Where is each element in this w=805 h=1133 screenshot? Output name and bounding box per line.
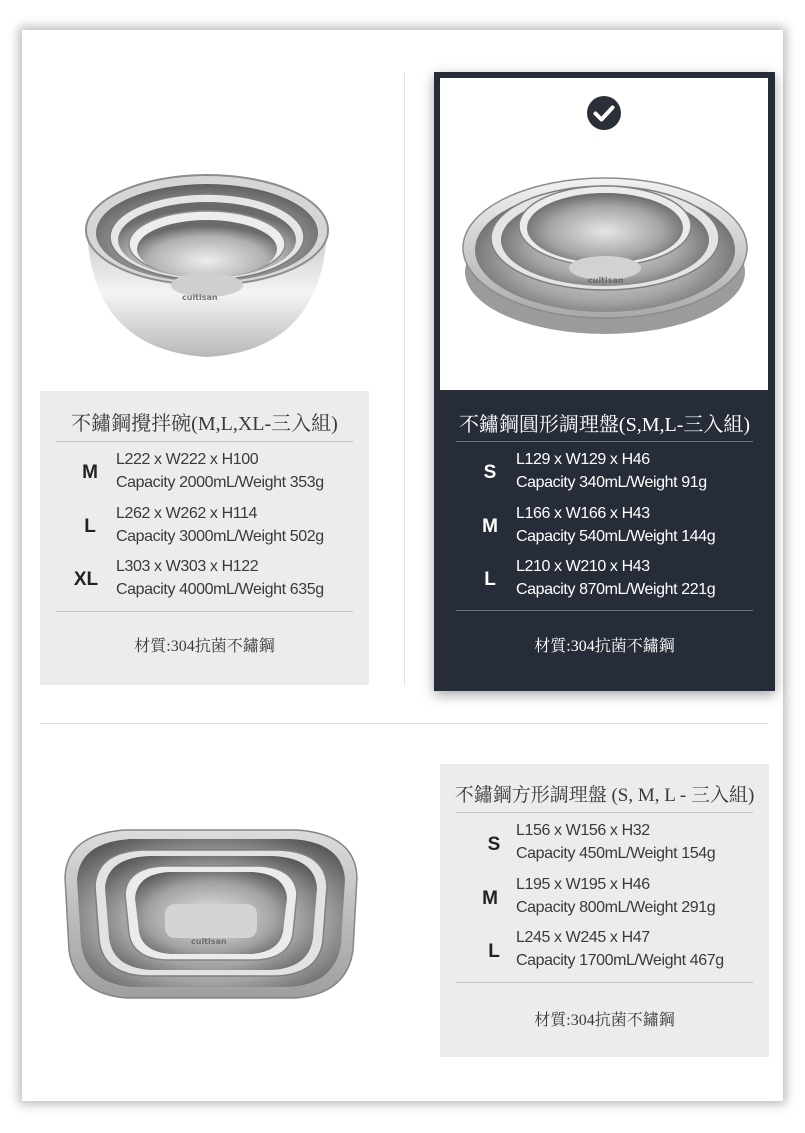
check-circle-icon [586,95,622,131]
size-capacity-weight: Capacity 540mL/Weight 144g [516,528,716,545]
size-capacity-weight: Capacity 340mL/Weight 91g [516,474,707,491]
square-prep-tray-set-image[interactable] [55,822,367,1002]
size-capacity-weight: Capacity 1700mL/Weight 467g [516,952,724,969]
material-divider [456,982,753,983]
size-letter-s: S [487,834,501,855]
size-capacity-weight: Capacity 800mL/Weight 291g [516,899,716,916]
title-divider [456,812,753,813]
size-capacity-weight: Capacity 2000mL/Weight 353g [116,474,324,491]
size-capacity-weight: Capacity 3000mL/Weight 502g [116,528,324,545]
column-divider [404,72,405,686]
size-capacity-weight: Capacity 4000mL/Weight 635g [116,581,324,598]
size-letter-l: L [84,516,96,537]
size-dims: L245 x W245 x H47 [516,929,650,946]
row-divider [40,723,768,724]
size-letter-l: L [484,569,496,590]
round-prep-bowl-spec-card [434,391,775,691]
size-capacity-weight: Capacity 450mL/Weight 154g [516,845,716,862]
square-prep-tray-spec-card [440,764,769,1057]
size-letter-s: S [483,462,497,483]
material-text: 材質:304抗菌不鏽鋼 [534,1012,675,1029]
size-dims: L303 x W303 x H122 [116,558,259,575]
title-divider [456,441,753,442]
size-letter-xl: XL [73,569,99,590]
size-dims: L222 x W222 x H100 [116,451,259,468]
size-dims: L156 x W156 x H32 [516,822,650,839]
product-title: 不鏽鋼攪拌碗(M,L,XL-三入組) [71,413,338,435]
size-letter-l: L [488,941,500,962]
size-dims: L129 x W129 x H46 [516,451,650,468]
round-prep-bowl-image-panel [440,78,768,390]
size-capacity-weight: Capacity 870mL/Weight 221g [516,581,716,598]
size-dims: L210 x W210 x H43 [516,558,650,575]
size-dims: L195 x W195 x H46 [516,876,650,893]
brand-logo: cuitisan [588,276,624,285]
product-title: 不鏽鋼方形調理盤 (S, M, L - 三入組) [454,785,755,806]
brand-logo: cuitisan [191,937,227,946]
size-dims: L262 x W262 x H114 [116,505,258,522]
round-prep-bowl-set-image[interactable] [458,160,752,340]
size-letter-m: M [82,462,98,483]
size-letter-m: M [482,888,498,909]
title-divider [56,441,353,442]
brand-logo: cuitisan [182,293,218,302]
mixing-bowl-set-image[interactable] [82,165,332,365]
material-text: 材質:304抗菌不鏽鋼 [134,638,275,655]
product-title: 不鏽鋼圓形調理盤(S,M,L-三入組) [458,414,751,436]
material-text: 材質:304抗菌不鏽鋼 [534,638,675,655]
size-letter-m: M [482,516,498,537]
size-dims: L166 x W166 x H43 [516,505,650,522]
material-divider [56,611,353,612]
material-divider [456,610,753,611]
mixing-bowl-spec-card [40,391,369,685]
